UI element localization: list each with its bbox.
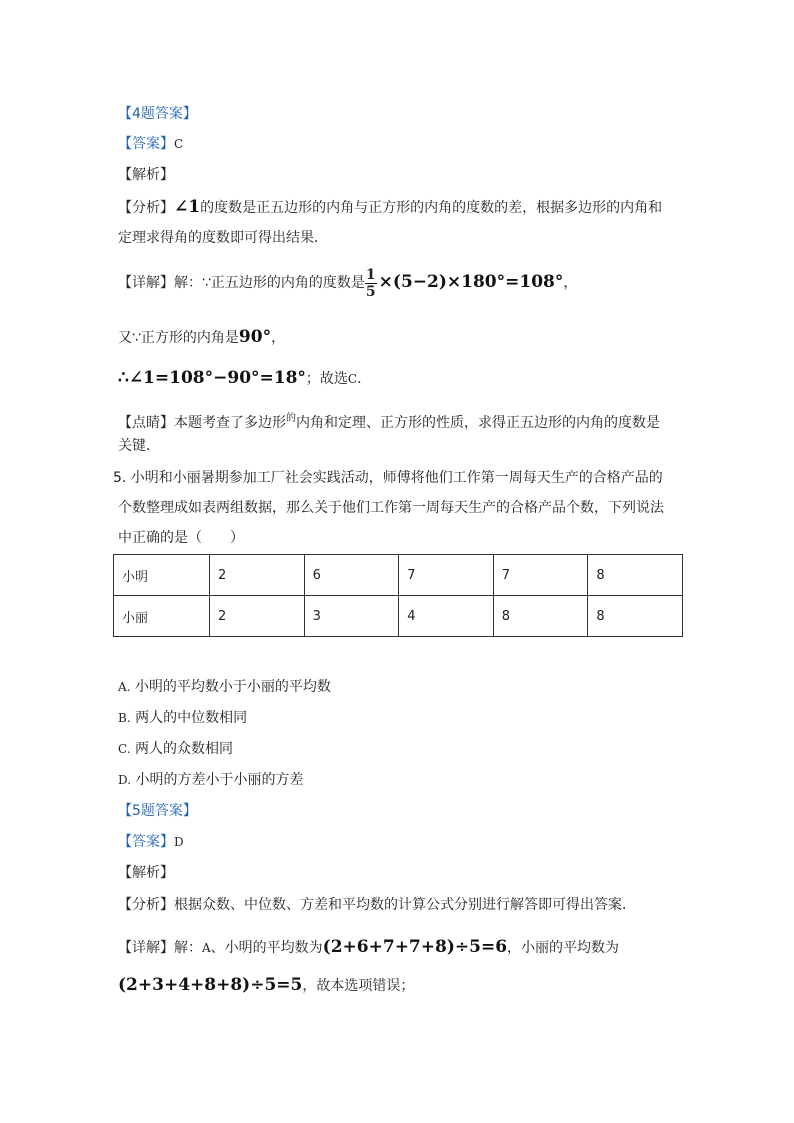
option-letter: B.	[118, 711, 131, 725]
therefore-choice: C	[347, 372, 358, 386]
fraction-denominator: 5	[365, 283, 376, 300]
option-text: 小明的平均数小于小丽的平均数	[134, 679, 331, 695]
detail-tag: 【详解】	[118, 940, 174, 956]
formula-mean-xiaoming: (2+6+7+7+8)÷5=6	[322, 937, 508, 957]
option-a	[118, 677, 331, 697]
q4-comment-line1	[118, 409, 660, 433]
square-text: 又∵正方形的内角是	[118, 330, 239, 346]
q5-stem-line2: 个数整理成如表两组数据，那么关于他们工作第一周每天生产的合格产品个数，下列说法	[118, 500, 664, 516]
q4-detail-line	[118, 266, 577, 300]
detail-end: ，	[563, 275, 578, 291]
analysis-text: 的度数是正五边形的内角与正方形的内角的度数的差，根据多边形的内角和	[200, 200, 663, 216]
q4-comment-line2: 关键．	[118, 438, 160, 454]
detail-text1: 、小明的平均数为	[210, 940, 323, 956]
q4-answer-title: 【4题答案】	[118, 106, 197, 122]
table-row	[114, 555, 683, 596]
option-text: 小明的方差小于小丽的方差	[135, 772, 304, 788]
answer-tag: 【答案】	[118, 136, 174, 152]
answer-tag: 【答案】	[118, 834, 174, 850]
q5-analysis-line	[118, 895, 636, 915]
analysis-tag: 【分析】	[118, 200, 174, 216]
detail-text: 解：∵正五边形的内角的度数是	[174, 275, 365, 291]
table-row	[114, 596, 683, 637]
q5-stem-line1: 5. 小明和小丽暑期参加工厂社会实践活动，师傅将他们工作第一周每天生产的合格产品的	[113, 470, 663, 486]
option-text: 两人的众数相同	[135, 741, 234, 757]
detail-option-a: A	[202, 941, 211, 955]
q4-therefore-line	[118, 368, 371, 389]
option-d	[118, 770, 303, 790]
option-text: 两人的中位数相同	[135, 710, 248, 726]
analysis-text: 根据众数、中位数、方差和平均数的计算公式分别进行解答即可得出答案．	[174, 897, 636, 913]
comment-superscript: 的	[286, 413, 296, 424]
q5-detail-line2	[118, 975, 414, 996]
table-cell: 3	[304, 596, 399, 637]
table-cell: 2	[210, 555, 305, 596]
q5-detail-line1	[118, 937, 619, 958]
detail-formula: ×(5−2)×180°=108°	[378, 272, 564, 292]
table-cell-name: 小明	[114, 555, 210, 596]
square-value: 90°	[238, 327, 272, 347]
option-letter: D.	[118, 773, 132, 787]
q4-square-line	[118, 327, 285, 348]
analysis-tag: 【分析】	[118, 897, 174, 913]
detail-text2: ，小丽的平均数为	[507, 940, 620, 956]
answer-value: D	[174, 835, 184, 849]
table-cell: 8	[588, 596, 683, 637]
table-cell: 4	[399, 596, 494, 637]
therefore-end: ．	[357, 371, 372, 387]
detail-pre: 解：	[174, 940, 202, 956]
comment-post: 内角和定理、正方形的性质，求得正五边形的内角的度数是	[296, 415, 660, 431]
table-cell-name: 小丽	[114, 596, 210, 637]
q5-stem-line3: 中正确的是（ ）	[118, 530, 244, 546]
option-letter: A.	[118, 680, 131, 694]
comment-tag: 【点睛】	[118, 415, 174, 431]
q4-jiexi: 【解析】	[118, 167, 174, 183]
q4-analysis-line1	[118, 197, 662, 218]
q4-answer-line	[118, 134, 183, 154]
q5-jiexi: 【解析】	[118, 865, 174, 881]
option-b	[118, 708, 247, 728]
fraction-numerator: 1	[365, 266, 376, 283]
table-cell: 8	[588, 555, 683, 596]
comment-pre: 本题考查了多边形	[174, 415, 286, 431]
option-letter: C.	[118, 742, 131, 756]
square-end: ，	[271, 330, 286, 346]
fraction	[365, 267, 377, 300]
table-cell: 7	[493, 555, 588, 596]
table-cell: 7	[399, 555, 494, 596]
angle-symbol: ∠1	[174, 197, 201, 217]
table-cell: 2	[210, 596, 305, 637]
therefore-formula: ∴∠1=108°−90°=18°	[118, 368, 306, 388]
data-table	[113, 554, 683, 637]
detail-tag: 【详解】	[118, 275, 174, 291]
answer-value: C	[174, 137, 184, 151]
q5-answer-title: 【5题答案】	[118, 803, 197, 819]
option-c	[118, 739, 233, 759]
formula-mean-xiaoli: (2+3+4+8+8)÷5=5	[118, 975, 303, 995]
q4-analysis-line2: 定理求得角的度数即可得出结果．	[118, 230, 328, 246]
q5-answer-line	[118, 832, 184, 852]
table-cell: 8	[493, 596, 588, 637]
table-cell: 6	[304, 555, 399, 596]
detail-end: ，故本选项错误；	[302, 978, 415, 994]
therefore-text: ；故选	[305, 371, 348, 387]
